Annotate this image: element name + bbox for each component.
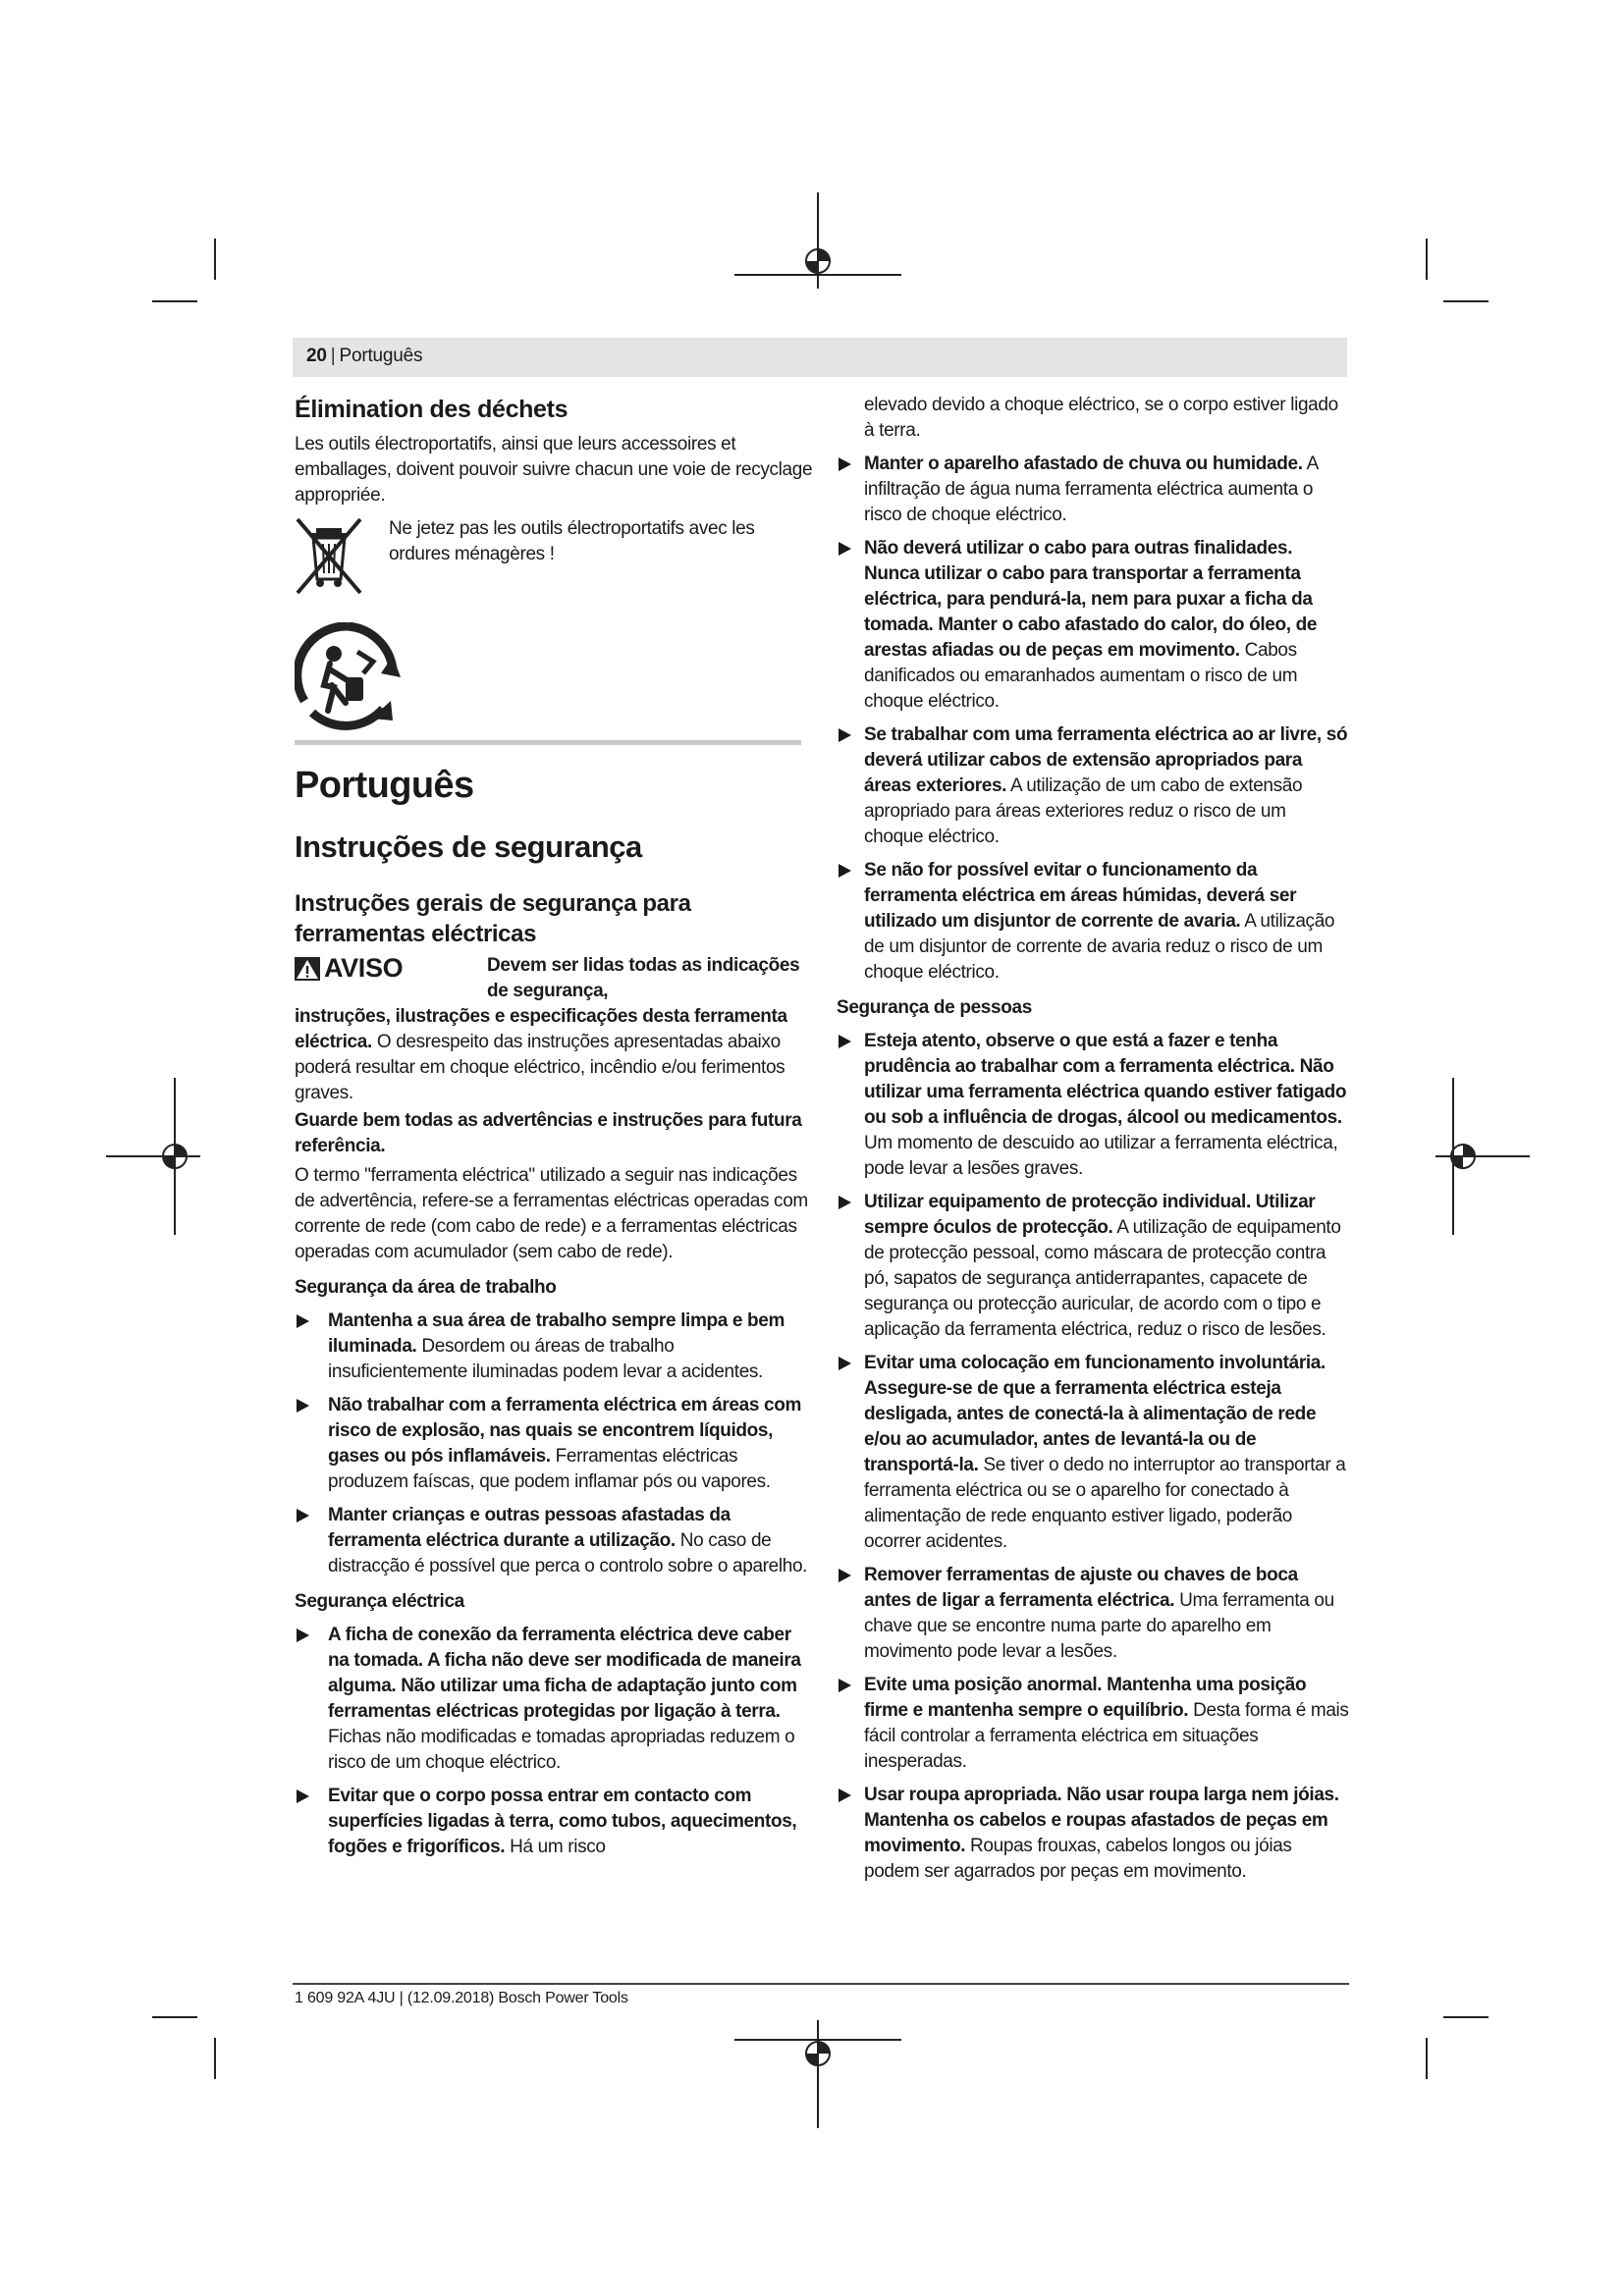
continued-text: elevado devido a choque eléctrico, se o corpo estiver ligado à terra. bbox=[864, 395, 1338, 441]
item-text: Desta forma é mais fácil controlar a ferramenta eléctrica em situações inesperadas. bbox=[864, 1700, 1349, 1772]
crop-mark bbox=[152, 300, 197, 302]
item-text: Se tiver o dedo no interruptor ao transportar a ferramenta eléctrica ou se o aparelho for conectado à alimentação de rede enquanto estiver ligado, poderão ocorrer acidentes. bbox=[864, 1455, 1346, 1552]
item-text: Roupas frouxas, cabelos longos ou jóias podem ser agarrados por peças em movimento. bbox=[864, 1836, 1292, 1882]
warning-cont-bold: instruções, ilustrações e especificações desta ferramenta eléctrica. bbox=[295, 1006, 787, 1052]
weee-notice bbox=[295, 516, 815, 597]
personal-heading: Segurança de pessoas bbox=[837, 997, 1032, 1018]
crop-mark bbox=[1426, 239, 1428, 280]
item-text: A utilização de equipamento de protecção pessoal, como máscara de protecção contra pó, sapatos de segurança antiderrapantes, capacete de segurança ou protecção auricular, de acordo com o tipo e aplicação da ferramenta eléctrica, reduz o risco de lesões. bbox=[864, 1217, 1341, 1340]
item-text: Cabos danificados ou emaranhados aumentam o risco de um choque eléctrico. bbox=[864, 640, 1298, 712]
item-text: Desordem ou áreas de trabalho insuficientemente iluminadas podem levar a acidentes. bbox=[328, 1336, 763, 1382]
bullet-arrow-icon bbox=[839, 864, 851, 878]
list-item bbox=[295, 1623, 815, 1776]
list-item bbox=[837, 858, 1349, 986]
bullet-arrow-icon bbox=[839, 1357, 851, 1370]
item-text: Ferramentas eléctricas produzem faíscas, que podem inflamar pós ou vapores. bbox=[328, 1446, 771, 1492]
list-item bbox=[295, 1784, 815, 1860]
warning-label bbox=[295, 953, 403, 984]
disposal-paragraph: Les outils électroportatifs, ainsi que leurs accessoires et emballages, doivent pouvoir suivre chacun une voie de recyclage appropriée. bbox=[295, 434, 813, 506]
crop-mark bbox=[1443, 2016, 1489, 2018]
bullet-arrow-icon bbox=[297, 1314, 309, 1328]
crop-mark bbox=[1426, 2038, 1428, 2079]
item-bold: Manter o aparelho afastado de chuva ou humidade. bbox=[864, 454, 1303, 474]
item-bold: Evitar uma colocação em funcionamento involuntária. Assegure-se de que a ferramenta eléctrica esteja desligada, antes de conectá-la à alimentação de rede e/ou ao acumulador, antes de levantá-la ou de transportá-la. bbox=[864, 1353, 1326, 1475]
registration-mark-icon bbox=[106, 1078, 200, 1235]
bin-note: Ne jetez pas les outils électroportatifs avec les ordures ménagères ! bbox=[389, 518, 755, 564]
bullet-arrow-icon bbox=[839, 1789, 851, 1802]
left-column bbox=[295, 393, 815, 1860]
crop-mark bbox=[214, 2038, 216, 2079]
bullet-arrow-icon bbox=[297, 1789, 309, 1803]
bullet-arrow-icon bbox=[297, 1509, 309, 1522]
item-text: Uma ferramenta ou chave que se encontre numa parte do aparelho em movimento pode levar a lesões. bbox=[864, 1590, 1334, 1662]
list-item bbox=[837, 1673, 1349, 1775]
item-bold: Não trabalhar com a ferramenta eléctrica em áreas com risco de explosão, nas quais se encontrem líquidos, gases ou pós inflamáveis. bbox=[328, 1395, 802, 1467]
item-bold: Utilizar equipamento de protecção individual. Utilizar sempre óculos de protecção. bbox=[864, 1192, 1316, 1238]
page-header bbox=[293, 338, 1347, 377]
item-text: A infiltração de água numa ferramenta eléctrica aumenta o risco de choque eléctrico. bbox=[864, 454, 1318, 525]
bullet-arrow-icon bbox=[297, 1399, 309, 1413]
crop-mark bbox=[152, 2016, 197, 2018]
warning-cont-text: O desrespeito das instruções apresentadas abaixo poderá resultar em choque eléctrico, incêndio e/ou ferimentos graves. bbox=[295, 1032, 785, 1103]
list-item bbox=[837, 1029, 1349, 1182]
item-bold: Evite uma posição anormal. Mantenha uma posição firme e mantenha sempre o equilíbrio. bbox=[864, 1675, 1307, 1721]
general-safety-title: Instruções gerais de segurança para ferramentas eléctricas bbox=[295, 890, 691, 947]
item-text: Há um risco bbox=[505, 1837, 606, 1857]
item-bold: Esteja atento, observe o que está a fazer e tenha prudência ao trabalhar com a ferramenta eléctrica. Não utilizar uma ferramenta eléctrica quando estiver fatigado ou sob a influência de drogas, álcool ou medicamentos. bbox=[864, 1031, 1347, 1128]
item-text: Um momento de descuido ao utilizar a ferramenta eléctrica, pode levar a lesões graves. bbox=[864, 1133, 1338, 1179]
section-title: Português bbox=[295, 765, 474, 806]
item-bold: Evitar que o corpo possa entrar em contacto com superfícies ligadas à terra, como tubos, aquecimentos, fogões e frigoríficos. bbox=[328, 1786, 797, 1857]
work-area-heading: Segurança da área de trabalho bbox=[295, 1277, 557, 1298]
footer-divider bbox=[293, 1983, 1349, 1985]
header-language: Português bbox=[339, 346, 423, 366]
list-item bbox=[837, 722, 1349, 850]
bullet-arrow-icon bbox=[839, 542, 851, 556]
list-item bbox=[837, 452, 1349, 528]
item-bold: Se não for possível evitar o funcionamento da ferramenta eléctrica em áreas húmidas, deverá ser utilizado um disjuntor de corrente de avaria. bbox=[864, 860, 1297, 932]
safety-title: Instruções de segurança bbox=[295, 829, 642, 864]
item-bold: A ficha de conexão da ferramenta eléctrica deve caber na tomada. A ficha não deve ser modificada de maneira alguma. Não utilizar uma ficha de adaptação junto com ferramentas eléctricas protegidas por ligação à terra. bbox=[328, 1625, 801, 1722]
item-text: A utilização de um disjuntor de corrente de avaria reduz o risco de um choque eléctrico. bbox=[864, 911, 1335, 983]
item-bold: Mantenha a sua área de trabalho sempre limpa e bem iluminada. bbox=[328, 1310, 785, 1357]
item-bold: Manter crianças e outras pessoas afastadas da ferramenta eléctrica durante a utilização. bbox=[328, 1505, 731, 1551]
disposal-title: Élimination des déchets bbox=[295, 396, 568, 423]
registration-mark-icon bbox=[1435, 1078, 1530, 1235]
header-separator: | bbox=[330, 346, 336, 366]
warning-block bbox=[295, 953, 815, 1004]
list-item bbox=[837, 1783, 1349, 1885]
item-bold: Usar roupa apropriada. Não usar roupa larga nem jóias. Mantenha os cabelos e roupas afastados de peças em movimento. bbox=[864, 1785, 1339, 1856]
item-bold: Se trabalhar com uma ferramenta eléctrica ao ar livre, só deverá utilizar cabos de extensão apropriados para áreas exteriores. bbox=[864, 724, 1348, 796]
list-item bbox=[295, 1503, 815, 1579]
registration-mark-icon bbox=[734, 2020, 901, 2128]
list-item bbox=[837, 1190, 1349, 1343]
bullet-arrow-icon bbox=[839, 1569, 851, 1582]
bullet-arrow-icon bbox=[297, 1629, 309, 1642]
registration-mark-icon bbox=[734, 192, 901, 289]
header-text bbox=[306, 346, 422, 367]
item-text: No caso de distracção é possível que perca o controlo sobre o aparelho. bbox=[328, 1530, 808, 1576]
recycling-man-icon bbox=[295, 622, 401, 730]
item-text: A utilização de um cabo de extensão apropriado para áreas exteriores reduz o risco de um choque eléctrico. bbox=[864, 775, 1303, 847]
item-text: Fichas não modificadas e tomadas apropriadas reduzem o risco de um choque eléctrico. bbox=[328, 1727, 795, 1773]
footer-text: 1 609 92A 4JU | (12.09.2018) Bosch Power Tools bbox=[295, 1990, 628, 2006]
bullet-arrow-icon bbox=[839, 728, 851, 742]
crop-mark bbox=[1443, 300, 1489, 302]
warning-triangle-icon bbox=[295, 957, 320, 981]
page-number: 20 bbox=[306, 346, 327, 366]
warning-continued bbox=[295, 1004, 815, 1106]
item-bold: Não deverá utilizar o cabo para outras finalidades. Nunca utilizar o cabo para transportar a ferramenta eléctrica, para pendurá-la, nem para puxar a ficha da tomada. Manter o cabo afastado do calor, do óleo, de arestas afiadas ou de peças em movimento. bbox=[864, 538, 1318, 661]
item-bold: Remover ferramentas de ajuste ou chaves de boca antes de ligar a ferramenta eléctrica. bbox=[864, 1565, 1298, 1611]
electrical-heading: Segurança eléctrica bbox=[295, 1591, 464, 1612]
list-item bbox=[295, 1393, 815, 1495]
list-item bbox=[837, 1563, 1349, 1665]
crossed-bin-icon bbox=[295, 516, 363, 597]
bullet-arrow-icon bbox=[839, 1035, 851, 1048]
warning-label-text: AVISO bbox=[324, 953, 404, 983]
right-column bbox=[837, 393, 1349, 1885]
list-item bbox=[837, 536, 1349, 715]
list-item bbox=[837, 1351, 1349, 1555]
bullet-arrow-icon bbox=[839, 457, 851, 471]
bullet-arrow-icon bbox=[839, 1196, 851, 1209]
keep-note: Guarde bem todas as advertências e instruções para futura referência. bbox=[295, 1110, 802, 1156]
bullet-arrow-icon bbox=[839, 1679, 851, 1692]
section-divider bbox=[295, 740, 801, 745]
warning-side-text: Devem ser lidas todas as indicações de segurança, bbox=[487, 955, 800, 1001]
crop-mark bbox=[214, 239, 216, 280]
list-item bbox=[295, 1308, 815, 1385]
term-paragraph: O termo "ferramenta eléctrica" utilizado a seguir nas indicações de advertência, refere-se a ferramentas eléctricas operadas com corrente de rede (com cabo de rede) e a ferramentas eléctricas operadas com acumulador (sem cabo de rede). bbox=[295, 1165, 808, 1262]
